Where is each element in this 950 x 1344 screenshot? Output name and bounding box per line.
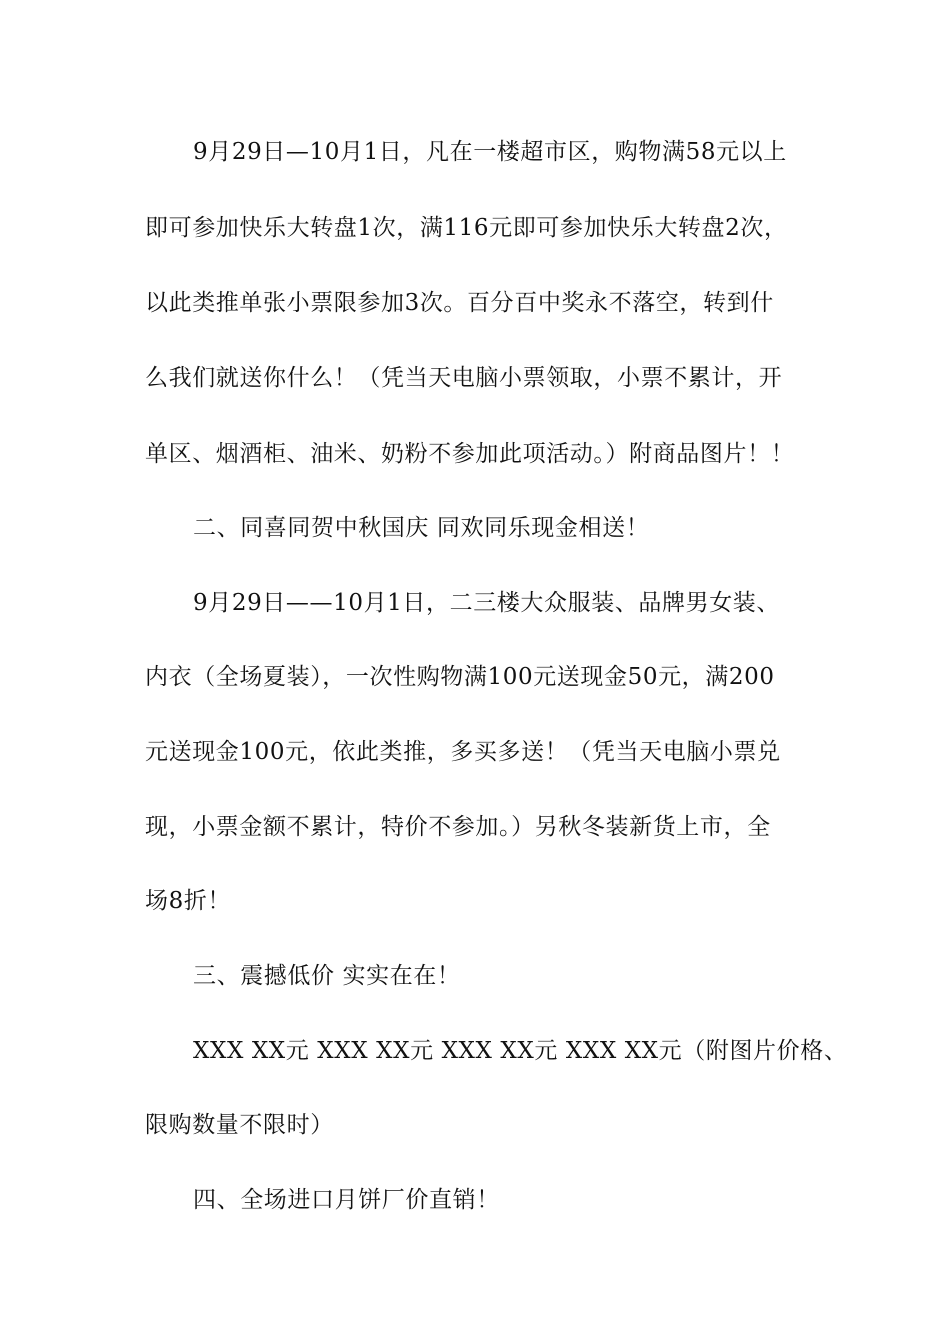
section-heading-4: 四、全场进口月饼厂价直销！: [193, 1187, 500, 1213]
section-heading-2: 二、同喜同贺中秋国庆 同欢同乐现金相送！: [193, 515, 650, 541]
paragraph-1-line-4: 么我们就送你什么！（凭当天电脑小票领取，小票不累计，开: [145, 365, 783, 391]
paragraph-1-line-5: 单区、烟酒柜、油米、奶粉不参加此项活动。）附商品图片！！: [145, 441, 795, 467]
paragraph-2-line-4: 现，小票金额不累计，特价不参加。）另秋冬装新货上市，全: [145, 814, 771, 840]
paragraph-3-line-1: XXX XX元 XXX XX元 XXX XX元 XXX XX元（附图片价格、: [193, 1038, 848, 1064]
paragraph-1-line-2: 即可参加快乐大转盘1次，满116元即可参加快乐大转盘2次，: [145, 215, 788, 241]
paragraph-1-line-3: 以此类推单张小票限参加3次。百分百中奖永不落空，转到什: [145, 290, 774, 316]
paragraph-2-line-5: 场8折！: [145, 888, 232, 914]
paragraph-2-line-3: 元送现金100元，依此类推，多买多送！（凭当天电脑小票兑: [145, 739, 781, 765]
paragraph-3-line-2: 限购数量不限时）: [145, 1112, 334, 1138]
paragraph-2-line-1: 9月29日——10月1日，二三楼大众服装、品牌男女装、: [193, 590, 780, 616]
paragraph-2-line-2: 内衣（全场夏装），一次性购物满100元送现金50元，满200: [145, 664, 775, 690]
paragraph-1-line-1: 9月29日—10月1日，凡在一楼超市区，购物满58元以上: [193, 139, 787, 165]
section-heading-3: 三、震撼低价 实实在在！: [193, 963, 461, 989]
